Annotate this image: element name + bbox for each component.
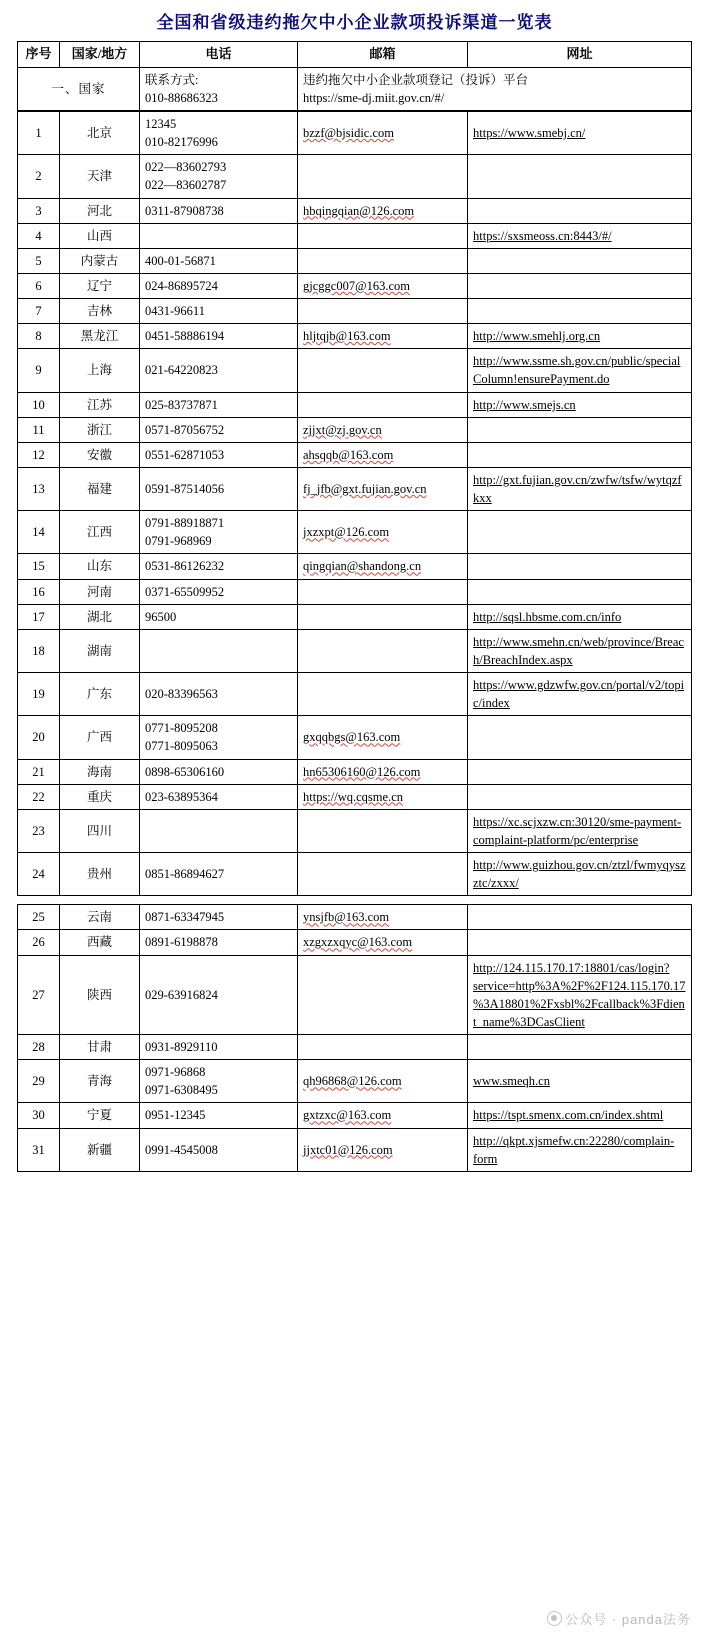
- email-address[interactable]: hn65306160@126.com: [303, 764, 421, 779]
- phone-number: 0791-968969: [145, 534, 212, 549]
- email-address[interactable]: jxzxpt@126.com: [303, 525, 390, 540]
- email-address[interactable]: qingqian@shandong.cn: [303, 559, 422, 574]
- website-url[interactable]: https://www.gdzwfw.gov.cn/portal/v2/topic/index: [473, 678, 685, 711]
- phone-number: 0311-87908738: [145, 203, 224, 218]
- table-row: [18, 1103, 692, 1128]
- row-website: [468, 324, 692, 349]
- row-index: 24: [18, 853, 60, 896]
- row-index: 9: [18, 349, 60, 392]
- phone-number: 0951-12345: [145, 1108, 206, 1123]
- row-phone: [140, 155, 298, 198]
- phone-number: 023-63895364: [145, 789, 218, 804]
- row-region: 江西: [60, 511, 140, 554]
- row-phone: [140, 955, 298, 1035]
- row-phone: [140, 759, 298, 784]
- row-index: 25: [18, 905, 60, 930]
- row-email: [298, 673, 468, 716]
- table-row: [18, 417, 692, 442]
- table-row: [18, 248, 692, 273]
- row-phone: [140, 299, 298, 324]
- row-index: 7: [18, 299, 60, 324]
- row-index: 23: [18, 809, 60, 852]
- email-address[interactable]: bzzf@bjsidic.com: [303, 126, 394, 141]
- table-row: [18, 112, 692, 155]
- row-index: 20: [18, 716, 60, 759]
- phone-number: 12345: [145, 117, 177, 132]
- row-region: 甘肃: [60, 1035, 140, 1060]
- row-index: 5: [18, 248, 60, 273]
- phone-number: 0851-86894627: [145, 867, 225, 882]
- row-email: [298, 467, 468, 510]
- row-website: [468, 629, 692, 672]
- email-address[interactable]: qh96868@126.com: [303, 1074, 402, 1089]
- table-body-provinces-continued: [18, 905, 692, 1172]
- row-region: 内蒙古: [60, 248, 140, 273]
- table-row: [18, 511, 692, 554]
- table-row: [18, 905, 692, 930]
- row-phone: [140, 716, 298, 759]
- row-region: 湖南: [60, 629, 140, 672]
- row-website: [468, 554, 692, 579]
- row-region: 安徽: [60, 442, 140, 467]
- phone-number: 0871-63347945: [145, 910, 225, 925]
- row-phone: [140, 905, 298, 930]
- website-url[interactable]: http://sqsl.hbsme.com.cn/info: [473, 609, 622, 624]
- website-url[interactable]: http://124.115.170.17:18801/cas/login?service=http%3A%2F%2F124.115.170.17%3A18801%2Fxsbl%2Fcallback%3Fdient_name%3DCasClient: [473, 960, 686, 1029]
- row-email: [298, 1035, 468, 1060]
- row-website: [468, 1103, 692, 1128]
- website-url[interactable]: https://sxsmeoss.cn:8443/#/: [473, 228, 612, 243]
- website-url[interactable]: http://gxt.fujian.gov.cn/zwfw/tsfw/wytqzfkxx: [473, 472, 682, 506]
- row-email: [298, 273, 468, 298]
- website-url[interactable]: http://www.ssme.sh.gov.cn/public/specialColumn!ensurePayment.do: [473, 354, 681, 387]
- email-address[interactable]: hljtqjb@163.com: [303, 329, 391, 344]
- row-region: 天津: [60, 155, 140, 198]
- table-body: [18, 67, 692, 110]
- table-row: [18, 955, 692, 1035]
- row-phone: [140, 629, 298, 672]
- row-index: 1: [18, 112, 60, 155]
- row-index: 30: [18, 1103, 60, 1128]
- table-row: [18, 442, 692, 467]
- website-url[interactable]: https://tspt.smenx.com.cn/index.shtml: [473, 1108, 664, 1123]
- complaint-channel-table-part1: [17, 111, 692, 896]
- row-website: [468, 417, 692, 442]
- row-website: [468, 1060, 692, 1103]
- website-url[interactable]: www.smeqh.cn: [473, 1074, 550, 1089]
- phone-number: 0551-62871053: [145, 447, 225, 462]
- website-url[interactable]: http://www.smejs.cn: [473, 397, 576, 412]
- row-index: 8: [18, 324, 60, 349]
- row-email: [298, 198, 468, 223]
- row-phone: [140, 853, 298, 896]
- row-website: [468, 467, 692, 510]
- row-region: 广东: [60, 673, 140, 716]
- row-phone: [140, 1035, 298, 1060]
- website-url[interactable]: http://www.smehlj.org.cn: [473, 329, 601, 344]
- phone-number: 0931-8929110: [145, 1040, 218, 1055]
- row-website: [468, 1035, 692, 1060]
- row-phone: [140, 930, 298, 955]
- row-region: 山西: [60, 223, 140, 248]
- row-email: [298, 955, 468, 1035]
- watermark: [547, 1609, 691, 1628]
- email-address[interactable]: jjxtc01@126.com: [303, 1142, 393, 1157]
- row-region: 北京: [60, 112, 140, 155]
- row-email: [298, 759, 468, 784]
- row-index: 16: [18, 579, 60, 604]
- row-phone: [140, 579, 298, 604]
- watermark-text: 公众号 · panda法务: [565, 1612, 691, 1627]
- row-phone: [140, 112, 298, 155]
- row-index: 3: [18, 198, 60, 223]
- country-phone-line1: 联系方式:: [145, 72, 199, 87]
- row-email: [298, 604, 468, 629]
- table-row: [18, 1128, 692, 1171]
- phone-number: 0431-96611: [145, 304, 205, 319]
- website-url[interactable]: http://www.guizhou.gov.cn/ztzl/fwmyqyszztc/zxxx/: [473, 858, 686, 891]
- row-phone: [140, 324, 298, 349]
- row-email: [298, 223, 468, 248]
- row-email: [298, 349, 468, 392]
- table-row: [18, 809, 692, 852]
- row-region: 新疆: [60, 1128, 140, 1171]
- table-row: [18, 349, 692, 392]
- row-index: 19: [18, 673, 60, 716]
- phone-number: 0571-87056752: [145, 422, 225, 437]
- row-phone: [140, 554, 298, 579]
- row-phone: [140, 784, 298, 809]
- watermark-logo-icon: [547, 1611, 562, 1626]
- row-index: 13: [18, 467, 60, 510]
- row-index: 11: [18, 417, 60, 442]
- table-row: [18, 324, 692, 349]
- table-row-country: [18, 67, 692, 110]
- row-email: [298, 554, 468, 579]
- row-email: [298, 905, 468, 930]
- country-phone-line2: 010-88686323: [145, 90, 218, 105]
- row-index: 31: [18, 1128, 60, 1171]
- row-website: [468, 273, 692, 298]
- row-website: [468, 784, 692, 809]
- column-header-index: 序号: [18, 42, 60, 68]
- phone-number: 0898-65306160: [145, 764, 225, 779]
- row-index: 14: [18, 511, 60, 554]
- row-index: 27: [18, 955, 60, 1035]
- row-phone: [140, 417, 298, 442]
- complaint-channel-table-part2: [17, 904, 692, 1172]
- row-website: [468, 930, 692, 955]
- row-phone: [140, 1060, 298, 1103]
- row-email: [298, 392, 468, 417]
- row-phone: [140, 349, 298, 392]
- table-row: [18, 155, 692, 198]
- row-region: 黑龙江: [60, 324, 140, 349]
- email-address[interactable]: zjjxt@zj.gov.cn: [303, 422, 382, 437]
- row-index: 17: [18, 604, 60, 629]
- row-index: 22: [18, 784, 60, 809]
- phone-number: 025-83737871: [145, 397, 218, 412]
- phone-number: 010-82176996: [145, 135, 218, 150]
- row-phone: [140, 604, 298, 629]
- email-address[interactable]: ynsjfb@163.com: [303, 910, 390, 925]
- table-row: [18, 784, 692, 809]
- row-phone: [140, 392, 298, 417]
- row-website: [468, 511, 692, 554]
- phone-number: 0591-87514056: [145, 482, 225, 497]
- row-index: 26: [18, 930, 60, 955]
- table-body-provinces: [18, 112, 692, 896]
- email-address[interactable]: hbqingqian@126.com: [303, 203, 415, 218]
- row-website: [468, 155, 692, 198]
- email-address[interactable]: gjcggc007@163.com: [303, 278, 410, 293]
- row-index: 12: [18, 442, 60, 467]
- table-row: [18, 853, 692, 896]
- phone-number: 0451-58886194: [145, 329, 225, 344]
- phone-number: 0791-88918871: [145, 516, 225, 531]
- row-email: [298, 155, 468, 198]
- row-website: [468, 299, 692, 324]
- row-phone: [140, 1103, 298, 1128]
- email-address[interactable]: gxqqbgs@163.com: [303, 730, 401, 745]
- row-phone: [140, 467, 298, 510]
- row-email: [298, 629, 468, 672]
- row-website: [468, 1128, 692, 1171]
- row-email: [298, 1103, 468, 1128]
- row-email: [298, 716, 468, 759]
- row-region: 西藏: [60, 930, 140, 955]
- row-email: [298, 112, 468, 155]
- row-website: [468, 809, 692, 852]
- phone-number: 020-83396563: [145, 687, 218, 702]
- row-email: [298, 809, 468, 852]
- phone-number: 96500: [145, 609, 177, 624]
- row-region: 海南: [60, 759, 140, 784]
- row-index: 28: [18, 1035, 60, 1060]
- phone-number: 024-86895724: [145, 278, 218, 293]
- complaint-channel-table: [17, 41, 692, 111]
- website-url[interactable]: http://qkpt.xjsmefw.cn:22280/complain-form: [473, 1133, 675, 1166]
- table-row: [18, 299, 692, 324]
- phone-number: 0971-6308495: [145, 1083, 218, 1098]
- row-region: 云南: [60, 905, 140, 930]
- row-website: [468, 604, 692, 629]
- row-website: [468, 349, 692, 392]
- phone-number: 021-64220823: [145, 363, 218, 378]
- table-row: [18, 673, 692, 716]
- country-label: 一、国家: [18, 67, 140, 110]
- row-index: 15: [18, 554, 60, 579]
- table-section-gap: [18, 896, 692, 904]
- table-row: [18, 273, 692, 298]
- email-address[interactable]: ahsqqb@163.com: [303, 447, 394, 462]
- table-row: [18, 759, 692, 784]
- row-phone: [140, 223, 298, 248]
- row-region: 河北: [60, 198, 140, 223]
- row-phone: [140, 809, 298, 852]
- row-email: [298, 930, 468, 955]
- row-index: 18: [18, 629, 60, 672]
- column-header-website: 网址: [468, 42, 692, 68]
- row-phone: [140, 511, 298, 554]
- table-row: [18, 579, 692, 604]
- row-website: [468, 905, 692, 930]
- row-region: 浙江: [60, 417, 140, 442]
- website-url[interactable]: https://www.smebj.cn/: [473, 126, 586, 141]
- phone-number: 0771-8095063: [145, 739, 218, 754]
- row-email: [298, 417, 468, 442]
- row-index: 2: [18, 155, 60, 198]
- row-website: [468, 579, 692, 604]
- phone-number: 400-01-56871: [145, 253, 216, 268]
- row-phone: [140, 1128, 298, 1171]
- row-region: 宁夏: [60, 1103, 140, 1128]
- row-website: [468, 392, 692, 417]
- row-region: 福建: [60, 467, 140, 510]
- row-email: [298, 324, 468, 349]
- row-index: 4: [18, 223, 60, 248]
- row-index: 29: [18, 1060, 60, 1103]
- row-index: 6: [18, 273, 60, 298]
- email-address[interactable]: gxtzxc@163.com: [303, 1108, 392, 1123]
- row-index: 21: [18, 759, 60, 784]
- country-phone: [140, 67, 298, 110]
- country-platform: [298, 67, 692, 110]
- phone-number: 0971-96868: [145, 1065, 206, 1080]
- row-phone: [140, 248, 298, 273]
- row-region: 广西: [60, 716, 140, 759]
- country-platform-name: 违约拖欠中小企业款项登记（投诉）平台: [303, 72, 529, 87]
- table-row: [18, 930, 692, 955]
- phone-number: 022—83602787: [145, 178, 227, 193]
- phone-number: 0531-86126232: [145, 559, 225, 574]
- table-row: [18, 223, 692, 248]
- phone-number: 029-63916824: [145, 987, 218, 1002]
- row-region: 河南: [60, 579, 140, 604]
- row-region: 青海: [60, 1060, 140, 1103]
- email-address[interactable]: fj_jfb@gxt.fujian.gov.cn: [303, 482, 427, 497]
- phone-number: 0991-4545008: [145, 1142, 218, 1157]
- email-address[interactable]: https://wq.cqsme.cn: [303, 789, 403, 804]
- row-phone: [140, 442, 298, 467]
- row-website: [468, 673, 692, 716]
- row-email: [298, 1128, 468, 1171]
- row-website: [468, 442, 692, 467]
- row-region: 辽宁: [60, 273, 140, 298]
- email-address[interactable]: xzgxzxqyc@163.com: [303, 935, 413, 950]
- phone-number: 0371-65509952: [145, 584, 225, 599]
- row-region: 江苏: [60, 392, 140, 417]
- website-url[interactable]: https://xc.scjxzw.cn:30120/sme-payment-complaint-platform/pc/enterprise: [473, 814, 682, 847]
- row-website: [468, 716, 692, 759]
- row-region: 上海: [60, 349, 140, 392]
- row-region: 四川: [60, 809, 140, 852]
- row-email: [298, 299, 468, 324]
- row-region: 湖北: [60, 604, 140, 629]
- table-row: [18, 198, 692, 223]
- table-row: [18, 1035, 692, 1060]
- row-phone: [140, 273, 298, 298]
- row-phone: [140, 673, 298, 716]
- phone-number: 022—83602793: [145, 160, 227, 175]
- phone-number: 0891-6198878: [145, 935, 218, 950]
- row-email: [298, 1060, 468, 1103]
- row-email: [298, 248, 468, 273]
- row-index: 10: [18, 392, 60, 417]
- row-email: [298, 579, 468, 604]
- website-url[interactable]: http://www.smehn.cn/web/province/Breach/BreachIndex.aspx: [473, 634, 684, 667]
- row-region: 贵州: [60, 853, 140, 896]
- page-title: 全国和省级违约拖欠中小企业款项投诉渠道一览表: [156, 13, 553, 32]
- table-row: [18, 716, 692, 759]
- column-header-phone: 电话: [140, 42, 298, 68]
- row-website: [468, 853, 692, 896]
- row-phone: [140, 198, 298, 223]
- row-website: [468, 955, 692, 1035]
- row-region: 吉林: [60, 299, 140, 324]
- row-region: 重庆: [60, 784, 140, 809]
- row-website: [468, 223, 692, 248]
- row-email: [298, 442, 468, 467]
- row-email: [298, 853, 468, 896]
- table-row: [18, 629, 692, 672]
- table-row: [18, 392, 692, 417]
- row-region: 陕西: [60, 955, 140, 1035]
- row-region: 山东: [60, 554, 140, 579]
- table-row: [18, 554, 692, 579]
- row-website: [468, 112, 692, 155]
- row-website: [468, 198, 692, 223]
- row-email: [298, 784, 468, 809]
- country-platform-url[interactable]: https://sme-dj.miit.gov.cn/#/: [303, 90, 445, 105]
- column-header-region: 国家/地方: [60, 42, 140, 68]
- phone-number: 0771-8095208: [145, 721, 218, 736]
- table-row: [18, 467, 692, 510]
- column-header-email: 邮箱: [298, 42, 468, 68]
- row-email: [298, 511, 468, 554]
- table-row: [18, 1060, 692, 1103]
- row-website: [468, 248, 692, 273]
- table-row: [18, 604, 692, 629]
- row-website: [468, 759, 692, 784]
- table-header-row: [18, 42, 692, 68]
